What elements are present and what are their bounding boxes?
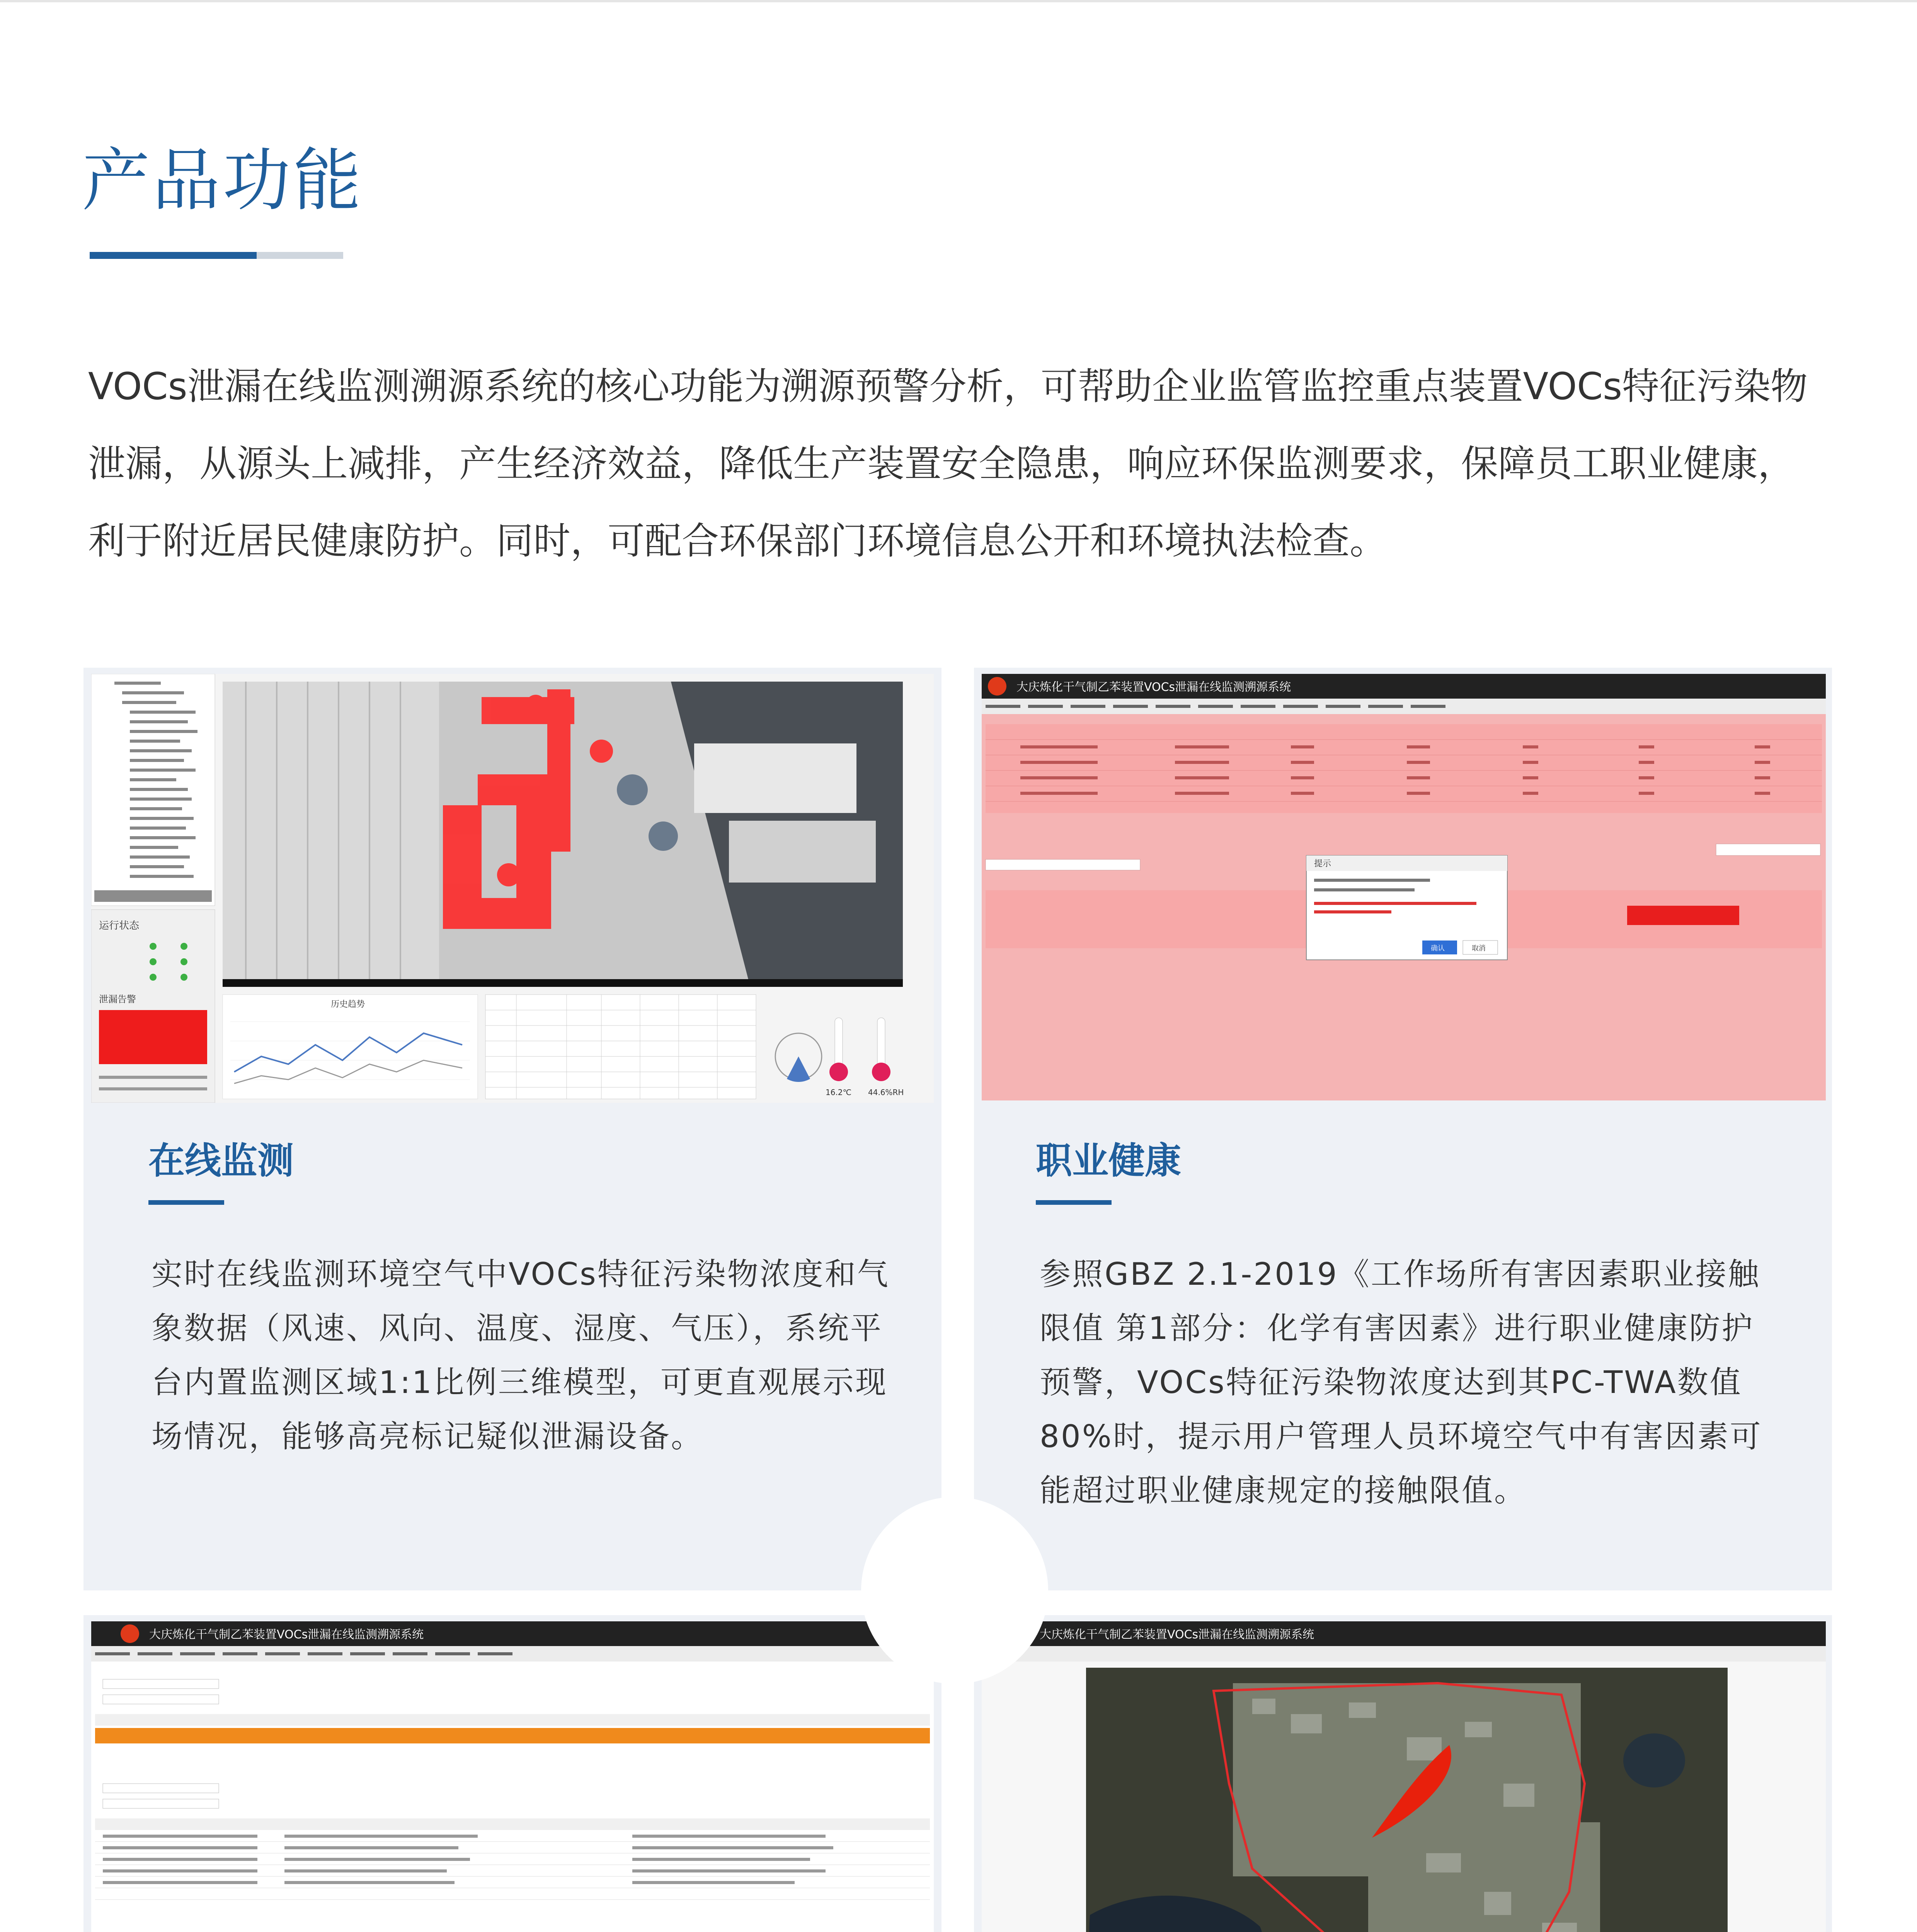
page-title: 产品功能 [82,141,364,220]
card-occupational-health [974,668,1832,1590]
card-online-monitoring [83,668,941,1590]
status-panel-title: 运行状态 [99,920,140,932]
alarm-indicator [99,1010,207,1064]
dialog-title: 提示 [1314,859,1331,869]
screenshot-trace-analysis [91,1621,934,1932]
temperature-readout: 16.2℃ [826,1088,851,1097]
system-title: 大庆炼化干气制乙苯装置VOCs泄漏在线监测溯源系统 [149,1628,424,1641]
card-text-online: 实时在线监测环境空气中VOCs特征污染物浓度和气象数据（风速、风向、温度、湿度、气压），系统平台内置监测区域1:1比例三维模型，可更直观展示现场情况，能够高亮标记疑似泄漏设备。 [152,1256,890,1454]
selected-alarm-row[interactable] [95,1728,930,1743]
system-title: 大庆炼化干气制乙苯装置VOCs泄漏在线监测溯源系统 [1016,680,1291,694]
alarm-panel-title: 泄漏告警 [99,994,136,1005]
title-underline-muted [257,252,343,259]
intro-paragraph: VOCs泄漏在线监测溯源系统的核心功能为溯源预警分析，可帮助企业监管监控重点装置VOCs特征污染物泄漏，从源头上减排，产生经济效益，降低生产装置安全隐患，响应环保监测要求，保障员工职业健康，利于附近居民健康防护。同时，可配合环保部门环境信息公开和环境执法检查。 [88,365,1808,563]
card-title-health: 职业健康 [1036,1140,1182,1182]
card-spread-warning [974,1615,1832,1932]
svg-text:确认: 确认 [1431,944,1445,952]
screenshot-occupational-health [982,674,1826,1100]
card-title-underline [1036,1200,1112,1205]
humidity-readout: 44.6%RH [868,1088,904,1097]
card-text-health: 参照GBZ 2.1-2019《工作场所有害因素职业接触限值 第1部分：化学有害因素》进行职业健康防护预警，VOCs特征污染物浓度达到其PC-TWA数值80%时，提示用户管理人员环境空气中有害因素可能超过职业健康规定的接触限值。 [1040,1256,1762,1509]
trend-chart-title: 历史趋势 [331,1000,365,1009]
top-divider [0,0,1917,2]
screenshot-online-monitoring [91,674,934,1103]
center-decorative-circle [861,1497,1048,1684]
system-title: 大庆炼化干气制乙苯装置VOCs泄漏在线监测溯源系统 [1040,1628,1314,1641]
alarm-cell [1627,906,1739,925]
card-title-underline [148,1200,224,1205]
title-underline-accent [90,252,257,259]
card-title-online: 在线监测 [148,1140,294,1182]
screenshot-spread-warning [982,1621,1826,1932]
card-trace-analysis [83,1615,941,1932]
svg-text:取消: 取消 [1472,944,1486,952]
